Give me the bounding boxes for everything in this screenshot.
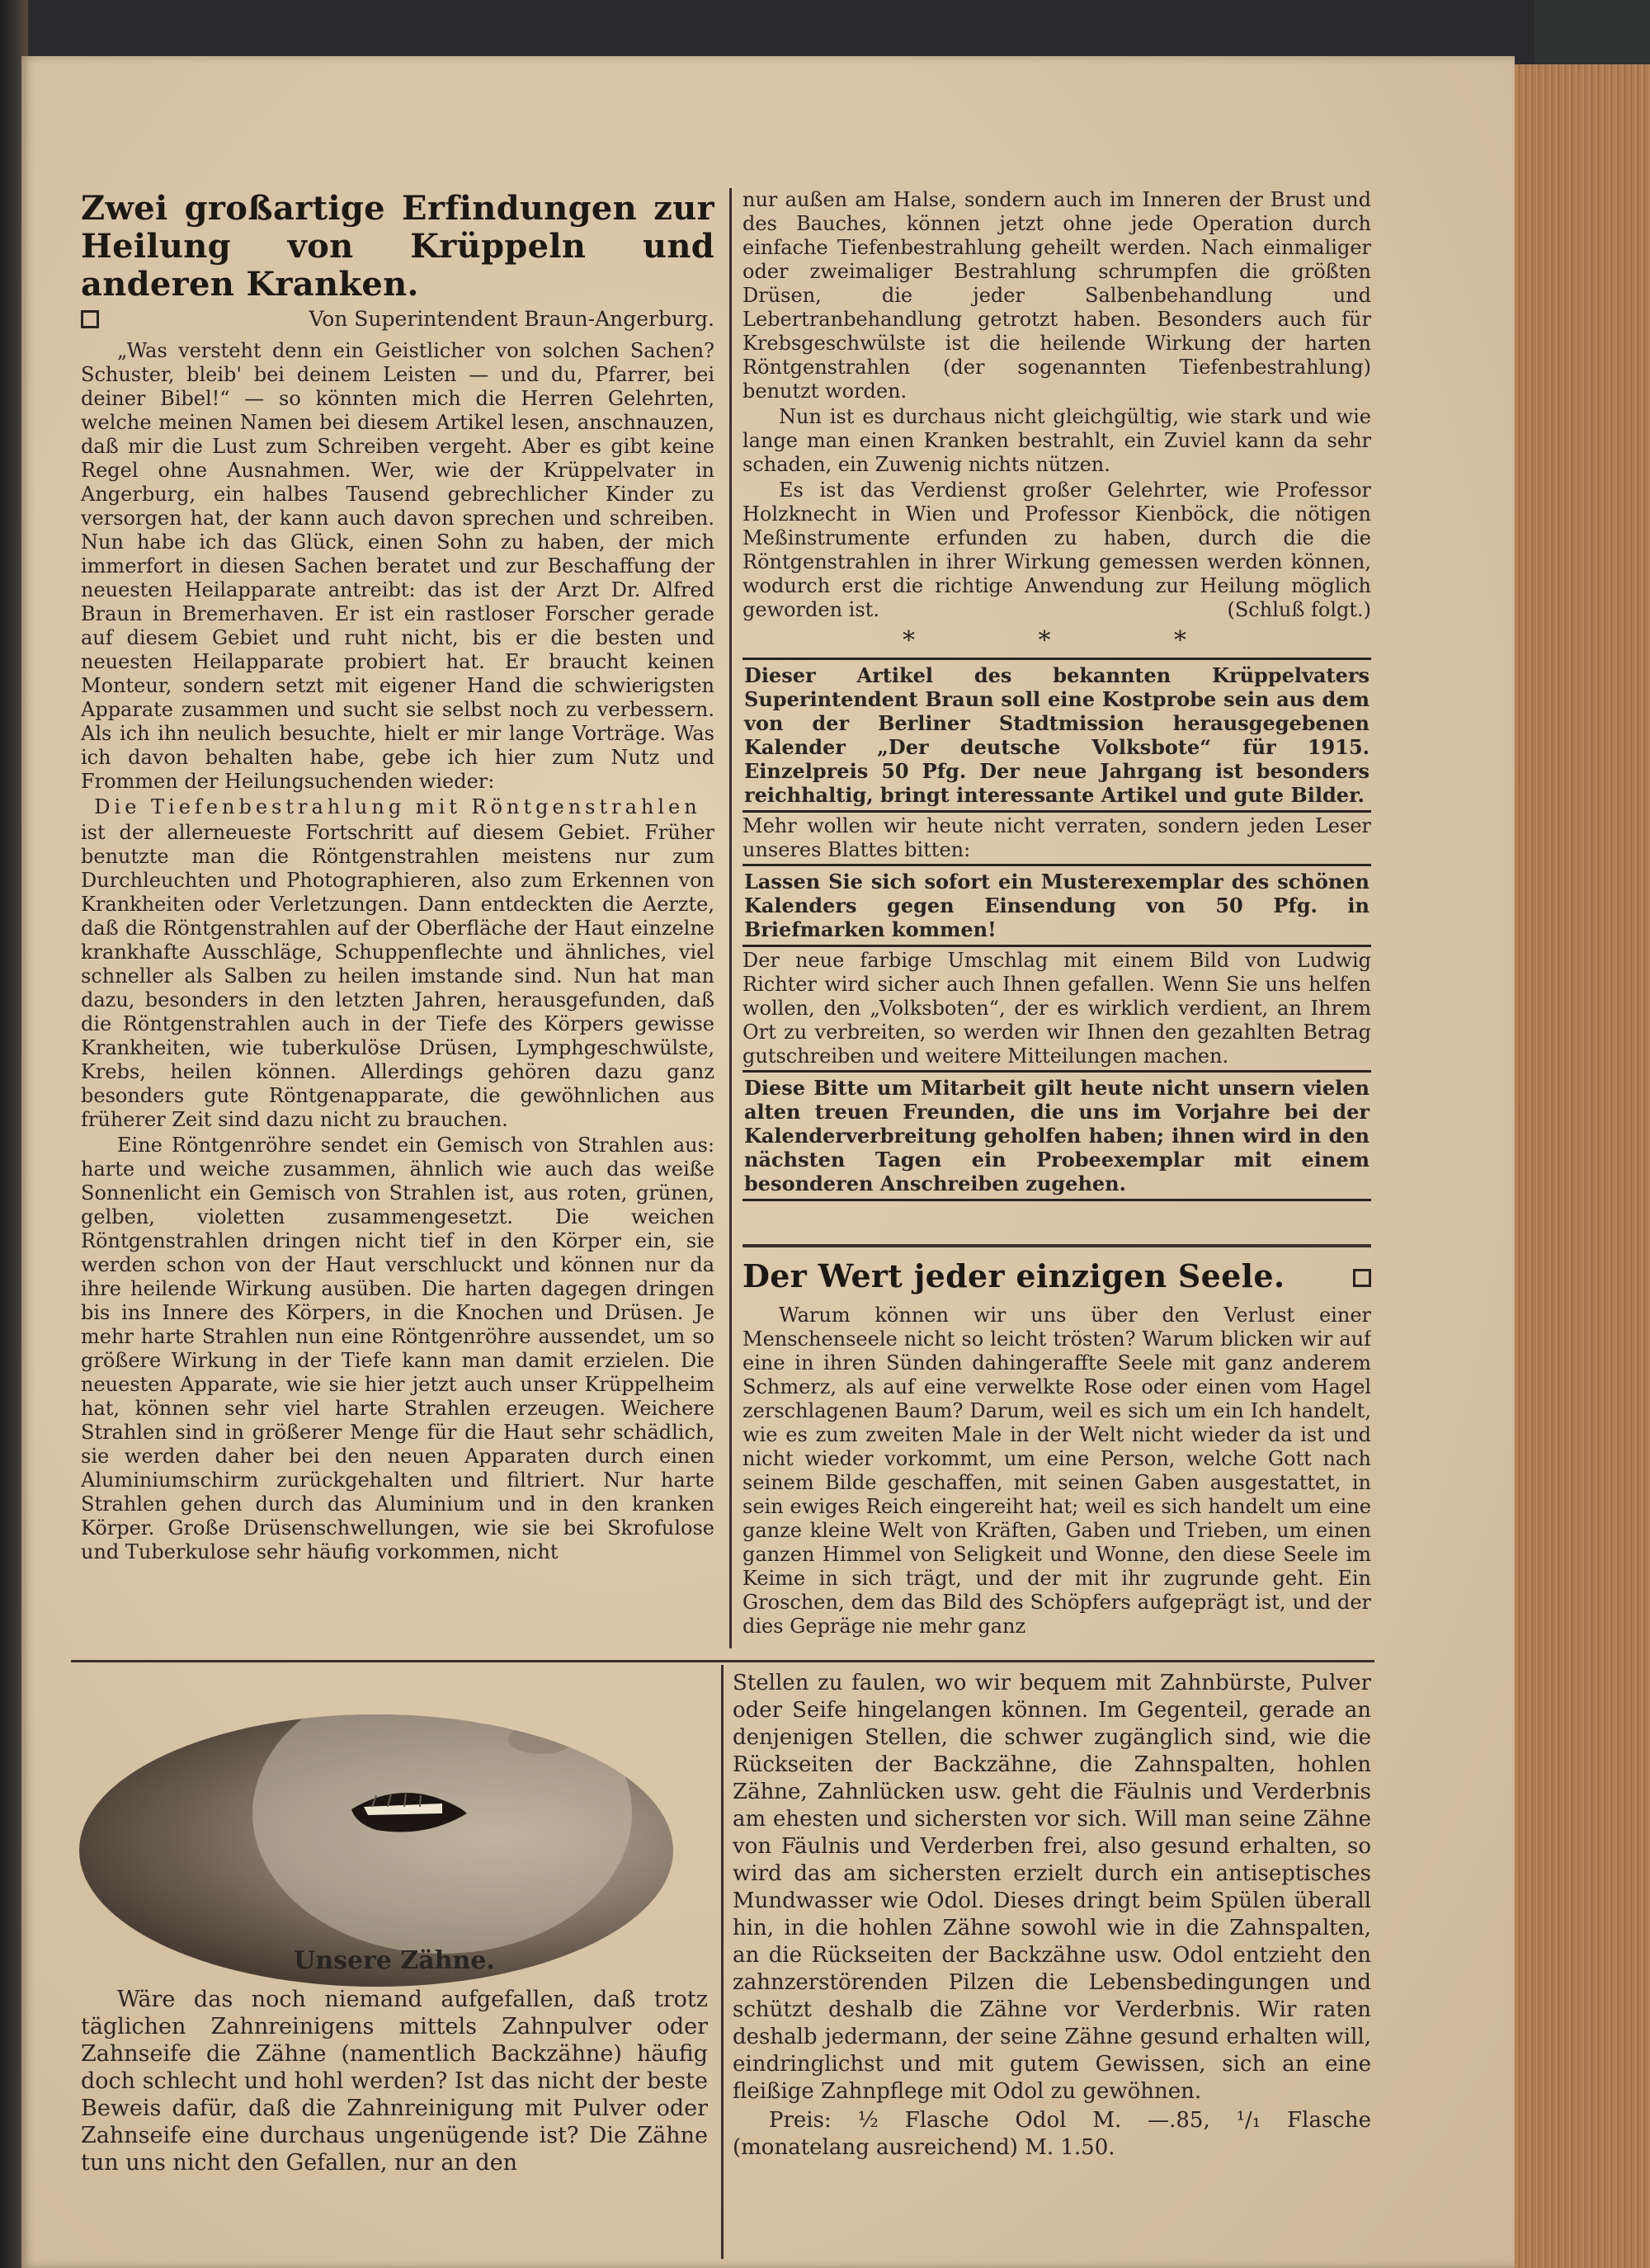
article-3-right-column — [733, 1670, 1371, 2247]
article-1-byline — [81, 307, 714, 331]
article-1-paragraph: „Was versteht denn ein Geistlicher von solchen Sachen? Schuster, bleib' bei deinem Leisten — und du, Pfarrer, bei deiner Bibel!“ — so könnten mich die Herren Gelehrten, welche meinen Namen bei diesem Artikel lesen, anschnauzen, daß mir die Lust zum Schreiben vergeht. Aber es gibt keine Regel ohne Ausnahmen. Wer, wie der Krüppelvater in Angerburg, ein halbes Tausend gebrechlicher Kinder zu versorgen hat, der kann auch davon sprechen und schreiben. Nun habe ich das Glück, einen Sohn zu haben, der mich immerfort in diesen Sachen beratet und zur Beschaffung der neuesten Heilapparate antreibt: das ist der Arzt Dr. Alfred Braun in Bremerhaven. Er ist ein rastloser Forscher gerade auf diesem Gebiet und ruht nicht, bis er die besten und neuesten Heilapparate probiert hat. Er braucht keinen Monteur, sondern setzt mit eigener Hand die schwierigsten Apparate zusammen und sucht sie selbst noch zu verbessern. Als ich ihn neulich besuchte, hielt er mir lange Vorträge. Was ich davon behalten habe, gebe ich hier zum Nutz und Frommen der Heilungsuchenden wieder: — [81, 339, 714, 793]
article-2-paragraph: Warum können wir uns über den Verlust einer Menschenseele nicht so leicht trösten? Warum blicken wir auf eine in ihren Sünden dahingeraffte Seele mit ganz anderem Schmerz, als auf eine verwelkte Rose oder einen vom Hagel zerschlagenen Baum? Darum, weil es sich um ein Ich handelt, wie es zum zweiten Male in der Welt nicht wieder da ist und nicht wieder vorkommt, um eine Person, welche Gott nach seinem Bilde geschaffen, mit seinen Gaben ausgestattet, in sein ewiges Reich eingereiht hat; weil es sich handelt um eine ganze kleine Welt von Kräften, Gaben und Trieben, um einen ganzen Himmel von Seligkeit und Wonne, den diese Seele im Keime in sich trägt, und der mit ihr zugrunde geht. Ein Groschen, dem das Bild des Schöpfers aufgeprägt ist, und der dies Gepräge nie mehr ganz — [742, 1304, 1371, 1638]
article-2-headline — [742, 1257, 1371, 1295]
byline-text: Von Superintendent Braun-Angerburg. — [309, 307, 714, 331]
column-divider — [729, 188, 732, 1648]
continued-note: (Schluß folgt.) — [1227, 598, 1371, 621]
article-1-subheading: Die Tiefenbestrahlung mit Röntgenstrahlen — [94, 795, 701, 818]
section-stars: * * * — [902, 626, 1245, 655]
notice-text: Mehr wollen wir heute nicht verraten, sondern jeden Leser unseres Blattes bitten: — [742, 814, 1371, 861]
book-cover-corner — [1534, 0, 1650, 66]
page-edges — [1515, 64, 1650, 2268]
article-1-left-column — [81, 190, 714, 1642]
notice-boxed-text: Diese Bitte um Mitarbeit gilt heute nicht unsern vielen alten treuen Freunden, die uns im Vorjahre bei der Kalenderverbreitung geholfen haben; ihnen wird in den nächsten Tagen ein Probeexemplar mit einem besonderen Anschreiben zugehen. — [742, 1070, 1371, 1201]
notice-boxed-text: Dieser Artikel des bekannten Krüppelvaters Superintendent Braun soll eine Kostprobe sein aus dem von der Berliner Stadtmission herausgegebenen Kalender „Der deutsche Volksbote“ für 1915. Einzelpreis 50 Pfg. Der neue Jahrgang ist besonders reichhaltig, bringt interessante Artikel und gute Bilder. — [742, 658, 1371, 813]
article-1-paragraph: ist der allerneueste Fortschritt auf diesem Gebiet. Früher benutzte man die Röntgenstrahlen meistens nur zum Durchleuchten und Photographieren, also zum Erkennen von Krankheiten oder Verletzungen. Dann entdeckten die Aerzte, daß die Röntgenstrahlen auf der Oberfläche der Haut einzelne krankhafte Ausschläge, Schuppenflechte und ähnliches, viel schneller als Salben zu heilen imstande sind. Nun hat man dazu, besonders in den letzten Jahren, herausgefunden, daß die Röntgenstrahlen auch in der Tiefe des Körpers gewisse Krankheiten, wie tuberkulöse Drüsen, Lymphgeschwülste, Krebs, heilen können. Allerdings gehören dazu ganz besonders gute Röntgenapparate, die gewöhnlichen aus früherer Zeit sind dazu nicht zu brauchen. — [81, 821, 714, 1131]
column-divider — [721, 1665, 724, 2259]
notice-text: Der neue farbige Umschlag mit einem Bild von Ludwig Richter wird sicher auch Ihnen gefallen. Wenn Sie uns helfen wollen, den „Volksboten“, der es wirklich verdient, an Ihrem Ort zu verbreiten, so werden wir Ihnen den gezahlten Betrag gutschreiben und weitere Mitteilungen machen. — [742, 949, 1371, 1068]
article-3-price: Preis: ½ Flasche Odol M. —.85, ¹/₁ Flasche (monatelang ausreichend) M. 1.50. — [733, 2108, 1371, 2160]
article-3-caption: Unsere Zähne. — [294, 1946, 495, 1975]
article-1-paragraph — [742, 479, 1371, 622]
article-3-paragraph: Stellen zu faulen, wo wir bequem mit Zahnbürste, Pulver oder Seife hingelangen können. Im Gegenteil, gerade an denjenigen Stellen, die schwer zugänglich sind, wie die Rückseiten der Backzähne, die Zahnspalten, hohlen Zähne, Zahnlücken usw. geht die Fäulnis und Verderbnis am ehesten und sichersten vor sich. Will man seine Zähne von Fäulnis und Verderben frei, also gesund erhalten, so wird das am sichersten erzielt durch ein antiseptisches Mundwasser wie Odol. Dieses dringt beim Spülen überall hin, in die hohlen Zähne sowohl wie in die Zahnspalten, an die Rückseiten der Backzähne usw. Odol entzieht den zahnzerstörenden Pilzen die Lebensbedingungen und schützt deshalb die Zähne vor Verderbnis. Wir raten deshalb jedermann, der seine Zähne gesund erhalten will, eindringlichst und mit gutem Gewissen, sich an eine fleißige Zahnpflege mit Odol zu gewöhnen. — [733, 1671, 1371, 2104]
article-1-paragraph: nur außen am Halse, sondern auch im Inneren der Brust und des Bauches, können jetzt ohne jede Operation durch einfache Tiefenbestrahlung geheilt werden. Nach einmaliger oder zweimaliger Bestrahlung schrumpfen die größten Drüsen, die jeder Salbenbehandlung und Lebertranbehandlung getrotzt haben. Besonders auch für Krebsgeschwülste ist die heilende Wirkung der harten Röntgenstrahlen (der sogenannten Tiefenbestrahlung) benutzt worden. — [742, 188, 1371, 403]
article-1-headline: Zwei großartige Erfindungen zur Heilung von Krüppeln und anderen Kranken. — [81, 190, 714, 304]
section-divider — [71, 1660, 1374, 1662]
paragraph-text: Es ist das Verdienst großer Gelehrter, wie Professor Holzknecht in Wien und Professor Kienböck, die nötigen Meßinstrumente erfunden zu haben, durch die die Röntgenstrahlen in ihrer Wirkung gemessen werden können, wodurch erst die richtige Anwendung zur Heilung möglich geworden ist. — [742, 479, 1371, 621]
article-1-paragraph: Eine Röntgenröhre sendet ein Gemisch von Strahlen aus: harte und weiche zusammen, ähnlich wie auch das weiße Sonnenlicht ein Gemisch von Strahlen ist, aus roten, grünen, gelben, violetten zusammengesetzt. Die weichen Röntgenstrahlen dringen nicht tief in den Körper ein, sie werden schon von der Haut verschluckt und können nur da ihre heilende Wirkung ausüben. Die harten dagegen dringen bis ins Innere des Körpers, in die Knochen und Drüsen. Je mehr harte Strahlen nun eine Röntgenröhre aussendet, um so größere Wirkung in der Tiefe kann man damit erzielen. Die neuesten Apparate, wie sie hier jetzt auch unser Krüppelheim hat, können sehr viel harte Strahlen erzeugen. Weichere Strahlen sind in größerer Menge für die Haut sehr schädlich, sie werden daher bei den neuen Apparaten durch einen Aluminiumschirm zurückgehalten und filtriert. Nur harte Strahlen gehen durch das Aluminium und in den kranken Körper. Große Drüsenschwellungen, wie sie bei Skrofulose und Tuberkulose sehr häufig vorkommen, nicht — [81, 1134, 714, 1563]
headline-text: Der Wert jeder einzigen Seele. — [742, 1257, 1285, 1294]
article-3-paragraph: Wäre das noch niemand aufgefallen, daß trotz täglichen Zahnreinigens mittels Zahnpulver oder Zahnseife die Zähne (namentlich Backzähne) häufig doch schlecht und hohl werden? Ist das nicht der beste Beweis dafür, daß die Zahnreinigung mit Pulver oder Zahnseife eine durchaus ungenügende ist? Die Zähne tun uns nicht den Gefallen, nur an den — [81, 1987, 708, 2176]
ornament-square-icon — [81, 310, 99, 328]
article-1-right-column — [742, 188, 1371, 1236]
ornament-square-icon — [1353, 1269, 1371, 1287]
article-3-left-column — [81, 1940, 708, 2262]
newspaper-page — [21, 56, 1515, 2268]
article-1-paragraph: Nun ist es durchaus nicht gleichgültig, wie stark und wie lange man einen Kranken bestrahlt, ein Zuviel kann da sehr schaden, ein Zuwenig nichts nützen. — [742, 405, 1371, 476]
section-divider — [742, 1244, 1371, 1247]
notice-boxed-text: Lassen Sie sich sofort ein Musterexemplar des schönen Kalenders gegen Einsendung von 50 Pfg. in Briefmarken kommen! — [742, 864, 1371, 947]
article-2-column — [742, 1257, 1371, 1670]
